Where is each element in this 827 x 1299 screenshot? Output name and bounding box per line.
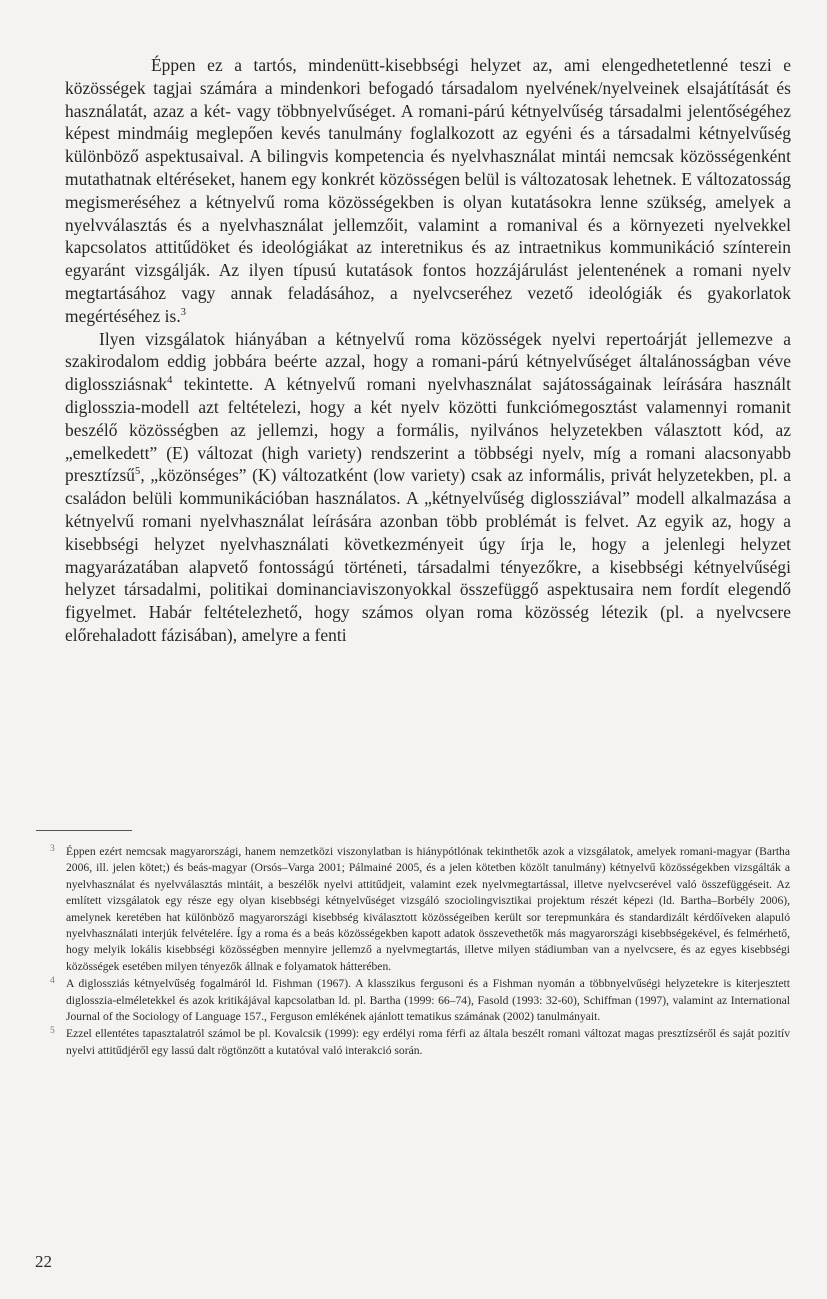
footnotes: [50, 844, 790, 1060]
footnote-mark: 3: [50, 844, 55, 854]
footnote-text: Éppen ezért nemcsak magyarországi, hanem nemzetközi viszonylatban is hiánypótlónak tekinthetők azok a vizsgálatok, amelyek romani-magyar (Bartha 2006, ill. jelen kötet;) és beás-magyar (Orsós–Varga 2001; Pálmainé 2005, és a jelen kötetben közölt tanulmány) kétnyelvű közösségekben vizsgálták a nyelvhasználat és nyelvválasztás mintáit, a beszélők nyelvi attitűdjeit, valamint ezek nyelvmegtartással, illetve nyelvcserével való összefüggéseit. Az említett vizsgálatok egy része egy olyan kisebbségi kétnyelvűséget vizsgáló szociolingvisztikai projektum részét képezi (ld. Bartha–Borbély 2006), amelynek keretében hat különböző magyarországi kisebbség kiválasztott közösségeiben került sor terepmunkára és standardizált kérdőíveken alapuló nyelvhasználati interjúk felvételére. Így a roma és a beás közösségekben kapott adatok összevethetők más magyarországi kisebbségekével, és felmérhető, hogy melyik lokális kisebbségi közösségben mennyire jellemző a nyelvmegtartás, illetve milyen stádiumban van a nyelvcsere, és az egyes kisebbségi közösségek esetében milyen tényezők állnak e folyamatok hátterében.: [66, 845, 790, 973]
footnote-5: [50, 1026, 790, 1059]
footnote-ref: 3: [180, 306, 186, 318]
text-segment: , „közönséges” (K) változatként (low variety) csak az informális, privát helyzetekben, pl. a családon belüli kommunikációban használatos. A „kétnyelvűség diglossziával” modell alkalmazása a kétnyelvű romani nyelvhasználat leírására azonban több problémát is felvet. Az egyik az, hogy a kisebbségi helyzet nyelvhasználati következményeit úgy írja le, hogy a jelenlegi helyzet magyarázatában alapvető fontosságú történeti, társadalmi tényezőkre, a kisebbségi kétnyelvűségi helyzet társadalmi, politikai dominanciaviszonyokkal összefüggő aspektusaira nem fordít elegendő figyelmet. Habár feltételezhető, hogy számos olyan roma közösség létezik (pl. a nyelvcsere előrehaladott fázisában), amelyre a fenti: [65, 465, 791, 645]
footnote-ref: 4: [167, 375, 173, 387]
footnote-mark: 5: [50, 1026, 55, 1037]
footnote-ref: 5: [135, 466, 141, 478]
text-segment: Ilyen vizsgálatok hiányában a kétnyelvű roma közösségek nyelvi repertoárját jellemezve a szakirodalom eddig jobbára beérte azzal, hogy a romani-párú kétnyelvűséget általánosságban véve diglossziásnak: [65, 328, 791, 395]
footnote-3: [50, 844, 790, 975]
footnote-text: A diglossziás kétnyelvűség fogalmáról ld. Fishman (1967). A klasszikus fergusoni és a Fishman nyomán a többnyelvűségi helyzetekre is kiterjesztett diglosszia-elméletekkel és azok kritikájával kapcsolatban ld. pl. Bartha (1999: 66–74), Fasold (1993: 32-60), Schiffman (1997), valamint az International Journal of the Sociology of Language 157., Ferguson emlékének ajánlott tematikus számának (2002) tanulmányait.: [66, 977, 790, 1024]
paragraph-1: [65, 54, 791, 328]
main-text: [65, 54, 791, 647]
text-segment: tekintette. A kétnyelvű romani nyelvhasználat sajátosságainak leírására használt diglosszia-modell azt feltételezi, hogy a két nyelv közötti funkciómegosztást valamennyi romanit beszélő közösségben az jellemzi, hogy a formális, nyilvános helyzetekben választott kód, az „emelkedett” (E) változat (high variety) rendszerint a többségi nyelv, míg a romani alacsonyabb presztízsű: [65, 374, 791, 486]
footnote-separator: [36, 830, 132, 831]
footnote-mark: 4: [50, 976, 55, 987]
footnote-4: [50, 976, 790, 1025]
page-number: 22: [35, 1252, 52, 1271]
text-segment: Éppen ez a tartós, mindenütt-kisebbségi helyzet az, ami elengedhetetlenné teszi e közösségek tagjai számára a mindenkori befogadó társadalom nyelvének/nyelveinek elsajátítását és használatát, azaz a két- vagy többnyelvűséget. A romani-párú kétnyelvűség társadalmi jelentőségéhez képest mindmáig meglepően kevés tanulmány foglalkozott az egyéni és a társadalmi kétnyelvűség különböző aspektusaival. A bilingvis kompetencia és nyelvhasználat mintái nemcsak közösségenként mutathatnak eltéréseket, hanem egy konkrét közösségen belül is változatosak lehetnek. E változatosság megismeréséhez a kétnyelvű roma közösségekben is olyan kutatásokra lenne szükség, amelyek a nyelvválasztás és a nyelvhasználat jellemzőit, valamint a romanival és a környezeti nyelvekkel kapcsolatos attitűdöket és ideológiákat az interetnikus és az intraetnikus kommunikáció színterein egyaránt vizsgálják. Az ilyen típusú kutatások fontos hozzájárulást jelentenének a romani nyelv megtartásához vagy annak feladásához, a nyelvcseréhez vezető ideológiák és gyakorlatok megértéséhez is.: [65, 55, 791, 326]
footnote-text: Ezzel ellentétes tapasztalatról számol be pl. Kovalcsik (1999): egy erdélyi roma férfi az általa beszélt romani változat magas presztízséről és saját pozitív nyelvi attitűdjéről egy lassú dalt rögtönzött a kutatóval való interakció során.: [66, 1027, 790, 1057]
paragraph-2: [65, 328, 791, 647]
